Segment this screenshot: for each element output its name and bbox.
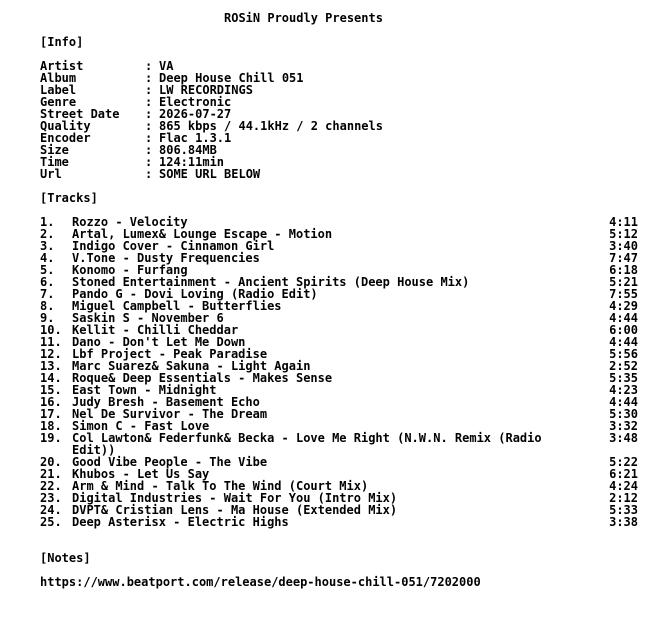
track-duration: 4:44 — [609, 311, 638, 325]
info-heading: [Info] — [40, 35, 84, 49]
track-title: Khubos - Let Us Say — [72, 467, 210, 481]
track-row — [40, 432, 640, 444]
track-title: Saskin S - November 6 — [72, 311, 224, 325]
track-duration: 5:56 — [609, 347, 638, 361]
track-number: 2. — [40, 227, 55, 241]
info-value: SOME URL BELOW — [159, 167, 261, 181]
info-value: 865 kbps / 44.1kHz / 2 channels — [159, 119, 383, 133]
info-separator: : — [145, 83, 153, 97]
track-number: 11. — [40, 335, 62, 349]
info-value: LW RECORDINGS — [159, 83, 253, 97]
info-key: Quality — [40, 119, 91, 133]
track-title: Lbf Project - Peak Paradise — [72, 347, 268, 361]
info-key: Genre — [40, 95, 77, 109]
track-row — [40, 516, 640, 528]
track-number: 6. — [40, 275, 55, 289]
track-duration: 5:21 — [609, 275, 638, 289]
track-title: Pando G - Dovi Loving (Radio Edit) — [72, 287, 318, 301]
info-row — [40, 132, 460, 144]
track-number: 20. — [40, 455, 62, 469]
track-title: DVPT& Cristian Lens - Ma House (Extended Mix) — [72, 503, 398, 517]
track-number: 15. — [40, 383, 62, 397]
track-duration: 5:35 — [609, 371, 638, 385]
track-title: Kellit - Chilli Cheddar — [72, 323, 239, 337]
track-duration: 5:30 — [609, 407, 638, 421]
notes-heading: [Notes] — [40, 551, 91, 565]
track-duration: 3:48 — [609, 431, 638, 445]
track-duration: 4:44 — [609, 335, 638, 349]
track-duration: 5:33 — [609, 503, 638, 517]
info-separator: : — [145, 95, 153, 109]
info-separator: : — [145, 59, 153, 73]
track-number: 13. — [40, 359, 62, 373]
track-number: 8. — [40, 299, 55, 313]
track-duration: 6:00 — [609, 323, 638, 337]
info-value: Deep House Chill 051 — [159, 71, 304, 85]
track-duration: 5:12 — [609, 227, 638, 241]
track-title: Stoned Entertainment - Ancient Spirits (Deep House Mix) — [72, 275, 470, 289]
track-number: 14. — [40, 371, 62, 385]
track-duration: 3:38 — [609, 515, 638, 529]
track-duration: 5:22 — [609, 455, 638, 469]
track-duration: 6:21 — [609, 467, 638, 481]
track-title: Artal, Lumex& Lounge Escape - Motion — [72, 227, 333, 241]
info-key: Street Date — [40, 107, 120, 121]
track-number: 1. — [40, 215, 55, 229]
track-number: 25. — [40, 515, 62, 529]
track-title: Dano - Don't Let Me Down — [72, 335, 246, 349]
track-title: Col Lawton& Federfunk& Becka - Love Me Right (N.W.N. Remix (Radio — [72, 431, 542, 445]
track-number: 12. — [40, 347, 62, 361]
info-separator: : — [145, 143, 153, 157]
info-value: 124:11min — [159, 155, 225, 169]
track-number: 16. — [40, 395, 62, 409]
info-separator: : — [145, 167, 153, 181]
track-number: 23. — [40, 491, 62, 505]
track-title: Deep Asterisx - Electric Highs — [72, 515, 289, 529]
track-title: Good Vibe People - The Vibe — [72, 455, 268, 469]
info-row — [40, 120, 460, 132]
track-duration: 4:29 — [609, 299, 638, 313]
track-title: Digital Industries - Wait For You (Intro Mix) — [72, 491, 398, 505]
info-key: Encoder — [40, 131, 91, 145]
track-number: 17. — [40, 407, 62, 421]
tracks-heading: [Tracks] — [40, 191, 98, 205]
track-number: 7. — [40, 287, 55, 301]
info-value: Flac 1.3.1 — [159, 131, 232, 145]
track-duration: 7:47 — [609, 251, 638, 265]
info-key: Url — [40, 167, 62, 181]
track-title: Arm & Mind - Talk To The Wind (Court Mix) — [72, 479, 369, 493]
info-row — [40, 144, 460, 156]
track-title: Miguel Campbell - Butterflies — [72, 299, 282, 313]
track-title: Marc Suarez& Sakuna - Light Again — [72, 359, 311, 373]
info-value: 806.84MB — [159, 143, 217, 157]
track-duration: 4:23 — [609, 383, 638, 397]
info-separator: : — [145, 71, 153, 85]
info-separator: : — [145, 155, 153, 169]
info-row — [40, 84, 460, 96]
track-duration: 3:32 — [609, 419, 638, 433]
track-number: 22. — [40, 479, 62, 493]
track-duration: 4:24 — [609, 479, 638, 493]
track-number: 3. — [40, 239, 55, 253]
info-separator: : — [145, 119, 153, 133]
page-title: ROSiN Proudly Presents — [224, 11, 383, 25]
info-key: Album — [40, 71, 77, 85]
track-duration: 4:44 — [609, 395, 638, 409]
info-value: 2026-07-27 — [159, 107, 232, 121]
track-number: 18. — [40, 419, 62, 433]
track-duration: 7:55 — [609, 287, 638, 301]
track-title: Konomo - Furfang — [72, 263, 188, 277]
track-number: 9. — [40, 311, 55, 325]
track-number: 24. — [40, 503, 62, 517]
release-url: https://www.beatport.com/release/deep-house-chill-051/7202000 — [40, 575, 481, 589]
track-number: 21. — [40, 467, 62, 481]
info-separator: : — [145, 107, 153, 121]
track-title-continuation: Edit)) — [72, 443, 116, 457]
track-title: Nel De Survivor - The Dream — [72, 407, 268, 421]
info-key: Label — [40, 83, 77, 97]
track-title: Roque& Deep Essentials - Makes Sense — [72, 371, 333, 385]
track-title: Judy Bresh - Basement Echo — [72, 395, 260, 409]
track-title: Rozzo - Velocity — [72, 215, 188, 229]
track-duration: 2:52 — [609, 359, 638, 373]
info-value: Electronic — [159, 95, 232, 109]
info-value: VA — [159, 59, 174, 73]
info-key: Artist — [40, 59, 84, 73]
track-title: Simon C - Fast Love — [72, 419, 210, 433]
track-duration: 6:18 — [609, 263, 638, 277]
track-number: 5. — [40, 263, 55, 277]
track-duration: 4:11 — [609, 215, 638, 229]
info-key: Time — [40, 155, 69, 169]
track-title: V.Tone - Dusty Frequencies — [72, 251, 260, 265]
info-separator: : — [145, 131, 153, 145]
track-title: East Town - Midnight — [72, 383, 217, 397]
track-number: 4. — [40, 251, 55, 265]
info-key: Size — [40, 143, 69, 157]
track-number: 19. — [40, 431, 62, 445]
track-title: Indigo Cover - Cinnamon Girl — [72, 239, 275, 253]
info-row — [40, 168, 460, 180]
track-number: 10. — [40, 323, 62, 337]
track-duration: 3:40 — [609, 239, 638, 253]
track-duration: 2:12 — [609, 491, 638, 505]
